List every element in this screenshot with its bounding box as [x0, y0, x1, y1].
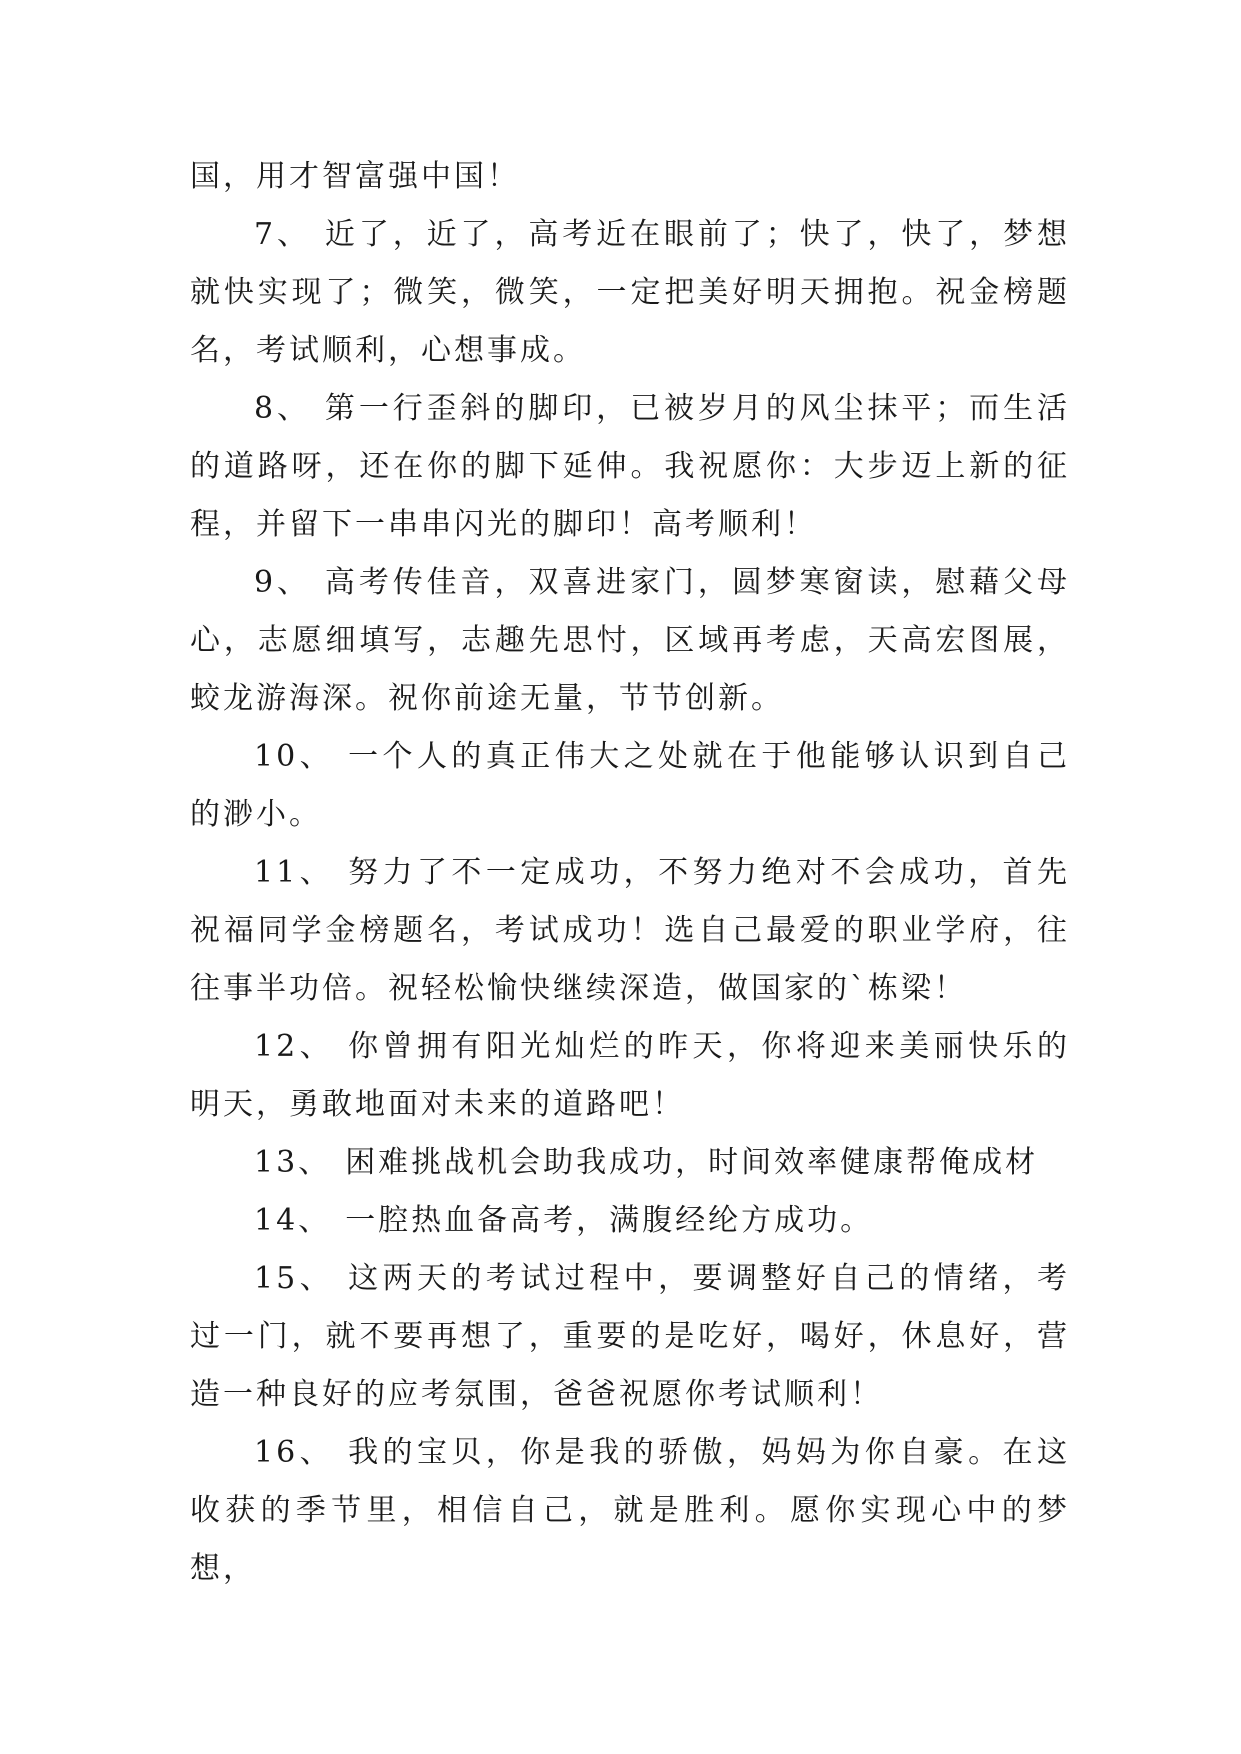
list-item-text: 你曾拥有阳光灿烂的昨天，你将迎来美丽快乐的明天，勇敢地面对未来的道路吧！ [190, 1029, 1070, 1122]
list-item-16 [190, 1424, 1070, 1598]
list-item-number: 9、 [254, 565, 311, 600]
list-item-number: 10、 [254, 739, 335, 774]
paragraph-text: 国，用才智富强中国！ [190, 159, 520, 194]
document-body [190, 148, 1070, 1598]
list-item-text: 一个人的真正伟大之处就在于他能够认识到自己的渺小。 [190, 739, 1070, 832]
list-item-text: 这两天的考试过程中，要调整好自己的情绪，考过一门，就不要再想了，重要的是吃好，喝好，休息好，营造一种良好的应考氛围，爸爸祝愿你考试顺利！ [190, 1261, 1070, 1412]
list-item-13 [190, 1134, 1070, 1192]
list-item-text: 一腔热血备高考，满腹经纶方成功。 [345, 1203, 874, 1238]
list-item-11 [190, 844, 1070, 1018]
paragraph-continuation [190, 148, 1070, 206]
list-item-text: 高考传佳音，双喜进家门，圆梦寒窗读，慰藉父母心，志愿细填写，志趣先思忖，区域再考虑，天高宏图展，蛟龙游海深。祝你前途无量，节节创新。 [190, 565, 1070, 716]
list-item-number: 14、 [254, 1203, 332, 1238]
list-item-number: 16、 [254, 1435, 335, 1470]
list-item-text: 我的宝贝，你是我的骄傲，妈妈为你自豪。在这收获的季节里，相信自己，就是胜利。愿你实现心中的梦想， [190, 1435, 1070, 1586]
list-item-number: 15、 [254, 1261, 335, 1296]
list-item-text: 近了，近了，高考近在眼前了；快了，快了，梦想就快实现了；微笑，微笑，一定把美好明天拥抱。祝金榜题名，考试顺利，心想事成。 [190, 217, 1070, 368]
list-item-15 [190, 1250, 1070, 1424]
list-item-14 [190, 1192, 1070, 1250]
list-item-text: 第一行歪斜的脚印，已被岁月的风尘抹平；而生活的道路呀，还在你的脚下延伸。我祝愿你：大步迈上新的征程，并留下一串串闪光的脚印！高考顺利！ [190, 391, 1070, 542]
list-item-10 [190, 728, 1070, 844]
list-item-text: 困难挑战机会助我成功，时间效率健康帮俺成材 [345, 1145, 1039, 1180]
list-item-number: 7、 [254, 217, 311, 252]
list-item-number: 11、 [254, 855, 335, 890]
list-item-7 [190, 206, 1070, 380]
list-item-number: 13、 [254, 1145, 332, 1180]
list-item-9 [190, 554, 1070, 728]
list-item-8 [190, 380, 1070, 554]
list-item-number: 8、 [254, 391, 311, 426]
list-item-number: 12、 [254, 1029, 335, 1064]
list-item-text: 努力了不一定成功，不努力绝对不会成功，首先祝福同学金榜题名，考试成功！选自己最爱的职业学府，往往事半功倍。祝轻松愉快继续深造，做国家的`栋梁！ [190, 855, 1070, 1006]
list-item-12 [190, 1018, 1070, 1134]
